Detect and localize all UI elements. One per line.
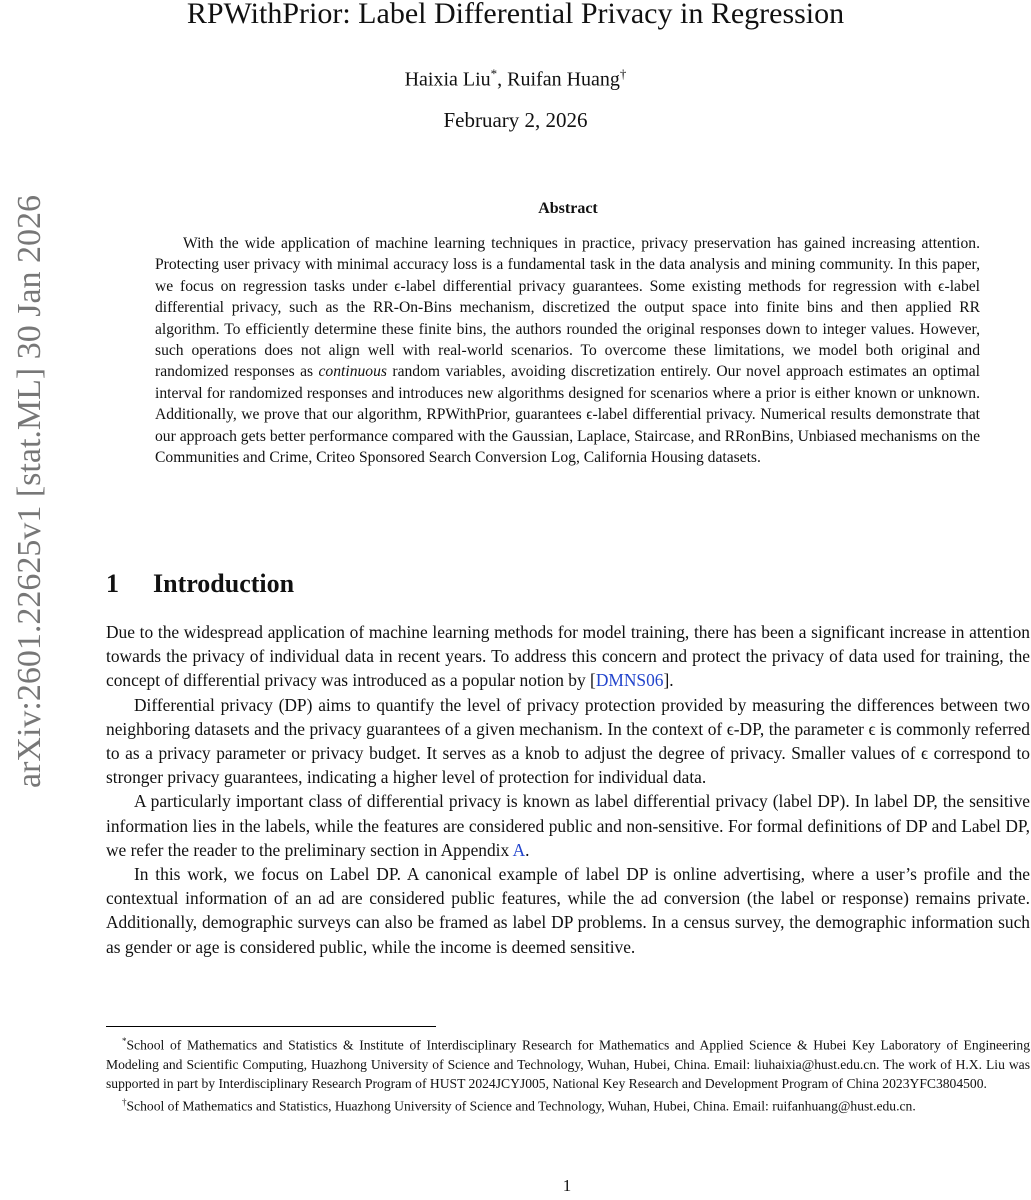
- footnote: [106, 1093, 1030, 1116]
- paragraph: [106, 620, 1030, 693]
- page-number: 1: [562, 1176, 572, 1195]
- footnote-mark: †: [122, 1097, 127, 1108]
- footnote-mark[interactable]: *: [490, 66, 498, 81]
- paragraph: Differential privacy (DP) aims to quantify the level of privacy protection provided by measuring the differences between two neighboring datasets and the privacy guarantees of a given mechanism. In the context of ϵ-DP, the parameter ϵ is commonly referred to as a privacy parameter or privacy budget. It serves as a knob to adjust the degree of privacy. Smaller values of ϵ correspond to stronger privacy guarantees, indicating a higher level of protection for individual data.: [106, 694, 1030, 788]
- abstract-heading: Abstract: [538, 200, 598, 217]
- abstract-italic: continuous: [318, 363, 387, 381]
- footnote-mark: *: [122, 1036, 127, 1046]
- paragraph-text: .: [525, 839, 530, 860]
- author-name: Haixia Liu: [404, 68, 491, 91]
- paragraph-text: A particularly important class of differential privacy is known as label differential privacy (label DP). In label DP, the sensitive information lies in the labels, while the features are considered public and non-sensitive. For formal definitions of DP and Label DP, we refer the reader to the preliminary section in Appendix: [106, 791, 1030, 860]
- section-title: Introduction: [153, 569, 295, 598]
- paragraph-text: ].: [663, 670, 674, 691]
- author-separator: ,: [497, 68, 508, 91]
- paragraph-text: Due to the widespread application of machine learning methods for model training, there has been a significant increase in attention towards the privacy of individual data in recent years. To address this concern and protect the privacy of data used for training, the concept of differential privacy was introduced as a popular notion by [: [106, 622, 1030, 691]
- footnote-text: School of Mathematics and Statistics, Huazhong University of Science and Technology, Wuhan, Hubei, China. Email: ruifanhuang@hust.edu.cn.: [126, 1098, 916, 1114]
- paragraph: In this work, we focus on Label DP. A canonical example of label DP is online advertising, where a user’s profile and the contextual information of an ad are considered public features, while the ad conversion (the label or response) remains private. Additionally, demographic surveys can also be framed as label DP problems. In a census survey, the demographic information such as gender or age is considered public, while the income is deemed sensitive.: [106, 864, 1030, 957]
- arxiv-side-stamp: arXiv:2601.22625v1 [stat.ML] 30 Jan 2026: [11, 194, 48, 788]
- abstract-text-part: With the wide application of machine learning techniques in practice, privacy preservation has gained increasing attention. Protecting user privacy with minimal accuracy loss is a fundamental task in the data analysis and mining community. In this paper, we focus on regression tasks under ϵ-label differential privacy guarantees. Some existing methods for regression with ϵ-label differential privacy, such as the RR-On-Bins mechanism, discretized the output space into finite bins and then applied RR algorithm. To efficiently determine these finite bins, the authors rounded the original responses down to integer values. However, such operations does not align well with real-world scenarios. To overcome these limitations, we model both original and randomized responses as: [155, 235, 980, 381]
- section-heading: [106, 567, 1006, 601]
- author-line: [0, 60, 1031, 94]
- footnote-rule: [106, 1026, 436, 1027]
- footnote-mark[interactable]: †: [619, 66, 627, 81]
- paragraph: [106, 789, 1030, 862]
- appendix-link[interactable]: A: [512, 839, 526, 860]
- abstract-text-part: random variables, avoiding discretization entirely. Our novel approach estimates an optimal interval for randomized responses and introduces new algorithms designed for scenarios where a prior is either known or unknown. Additionally, we prove that our algorithm, RPWithPrior, guarantees ϵ-label differential privacy. Numerical results demonstrate that our approach gets better performance compared with the Gaussian, Laplace, Staircase, and RRonBins, Unbiased mechanisms on the Communities and Crime, Criteo Sponsored Search Conversion Log, California Housing datasets.: [155, 363, 980, 467]
- section-number: 1: [106, 569, 119, 598]
- paper-title: RPWithPrior: Label Differential Privacy in Regression: [186, 0, 845, 30]
- author-name: Ruifan Huang: [507, 68, 620, 91]
- citation-link[interactable]: DMNS06: [595, 670, 664, 691]
- intro-body: [106, 620, 1030, 959]
- footnote: [106, 1032, 1030, 1093]
- paper-date: February 2, 2026: [443, 108, 588, 132]
- abstract-text: [155, 233, 980, 468]
- footnotes: [106, 1032, 1030, 1116]
- footnote-text: School of Mathematics and Statistics & Institute of Interdisciplinary Research for Mathematics and Applied Science & Hubei Key Laboratory of Engineering Modeling and Scientific Computing, Huazhong University of Science and Technology, Wuhan, Hubei, China. Email: liuhaixia@hust.edu.cn. The work of H.X. Liu was supported in part by Interdisciplinary Research Program of HUST 2024JCYJ005, National Key Research and Development Program of China 2023YFC3804500.: [106, 1037, 1030, 1091]
